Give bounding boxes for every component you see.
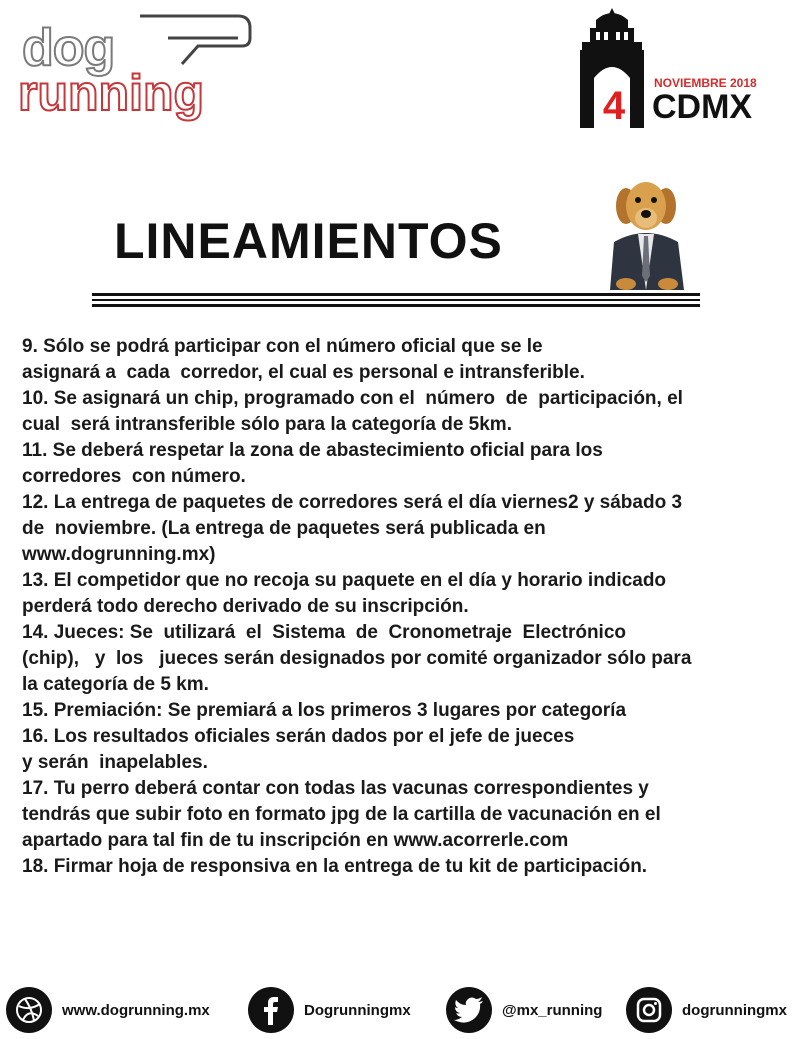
twitter-bird-icon — [446, 987, 492, 1033]
brand-line2: running — [18, 65, 205, 121]
event-date: NOVIEMBRE 2018 — [654, 76, 757, 90]
rule-item: 16. Los resultados oficiales serán dados por el jefe de jueces y serán inapelables. — [22, 726, 575, 773]
rule-item: 18. Firmar hoja de responsiva en la entrega de tu kit de participación. — [22, 856, 648, 877]
twitter-link[interactable] — [446, 986, 602, 1034]
rule-item: 10. Se asignará un chip, programado con el número de participación, el cual será intransferible sólo para la categoría de 5km. — [22, 388, 683, 435]
dogrunning-logo — [18, 8, 258, 121]
instagram-icon — [626, 987, 672, 1033]
rule-item: 9. Sólo se podrá participar con el número oficial que se le asignará a cada corredor, el cual es personal e intransferible. — [22, 336, 585, 383]
instagram-link[interactable] — [626, 986, 787, 1034]
title-underline — [92, 304, 700, 307]
leash-icon — [138, 8, 258, 68]
facebook-link[interactable] — [248, 986, 411, 1034]
rule-item: 14. Jueces: Se utilizará el Sistema de Cronometraje Electrónico (chip), y los jueces serán designados por comité organizador sólo para la categoría de 5 km. — [22, 622, 692, 695]
title-underline — [92, 293, 700, 296]
rule-item: 13. El competidor que no recoja su paquete en el día y horario indicado perderá todo derecho derivado de su inscripción. — [22, 570, 667, 617]
event-edition-number: 4 — [602, 84, 626, 128]
facebook-label: Dogrunningmx — [304, 1001, 411, 1019]
event-badge — [572, 6, 782, 131]
page-title: LINEAMIENTOS — [114, 213, 503, 269]
rule-item: 11. Se deberá respetar la zona de abastecimiento oficial para los corredores con número. — [22, 440, 603, 487]
rule-item: 12. La entrega de paquetes de corredores será el día viernes2 y sábado 3 de noviembre. (La entrega de paquetes será publicada en www.dogrunning.mx) — [22, 492, 683, 565]
dog-in-suit-image — [600, 172, 692, 290]
rule-item: 17. Tu perro deberá contar con todas las vacunas correspondientes y tendrás que subir foto en formato jpg de la cartilla de vacunación en el apartado para tal fin de tu inscripción en www.acorrerle.com — [22, 778, 661, 851]
facebook-icon — [248, 987, 294, 1033]
instagram-label: dogrunningmx — [682, 1001, 787, 1019]
brand-line1: dog — [22, 19, 115, 77]
website-label: www.dogrunning.mx — [62, 1001, 210, 1019]
rules-list — [22, 334, 792, 880]
event-city: CDMX — [652, 88, 753, 126]
dribbble-ball-icon — [6, 987, 52, 1033]
social-footer — [0, 986, 800, 1036]
rule-item: 15. Premiación: Se premiará a los primeros 3 lugares por categoría — [22, 700, 627, 721]
title-underline — [92, 299, 700, 301]
twitter-label: @mx_running — [502, 1001, 603, 1019]
website-link[interactable] — [6, 986, 210, 1034]
